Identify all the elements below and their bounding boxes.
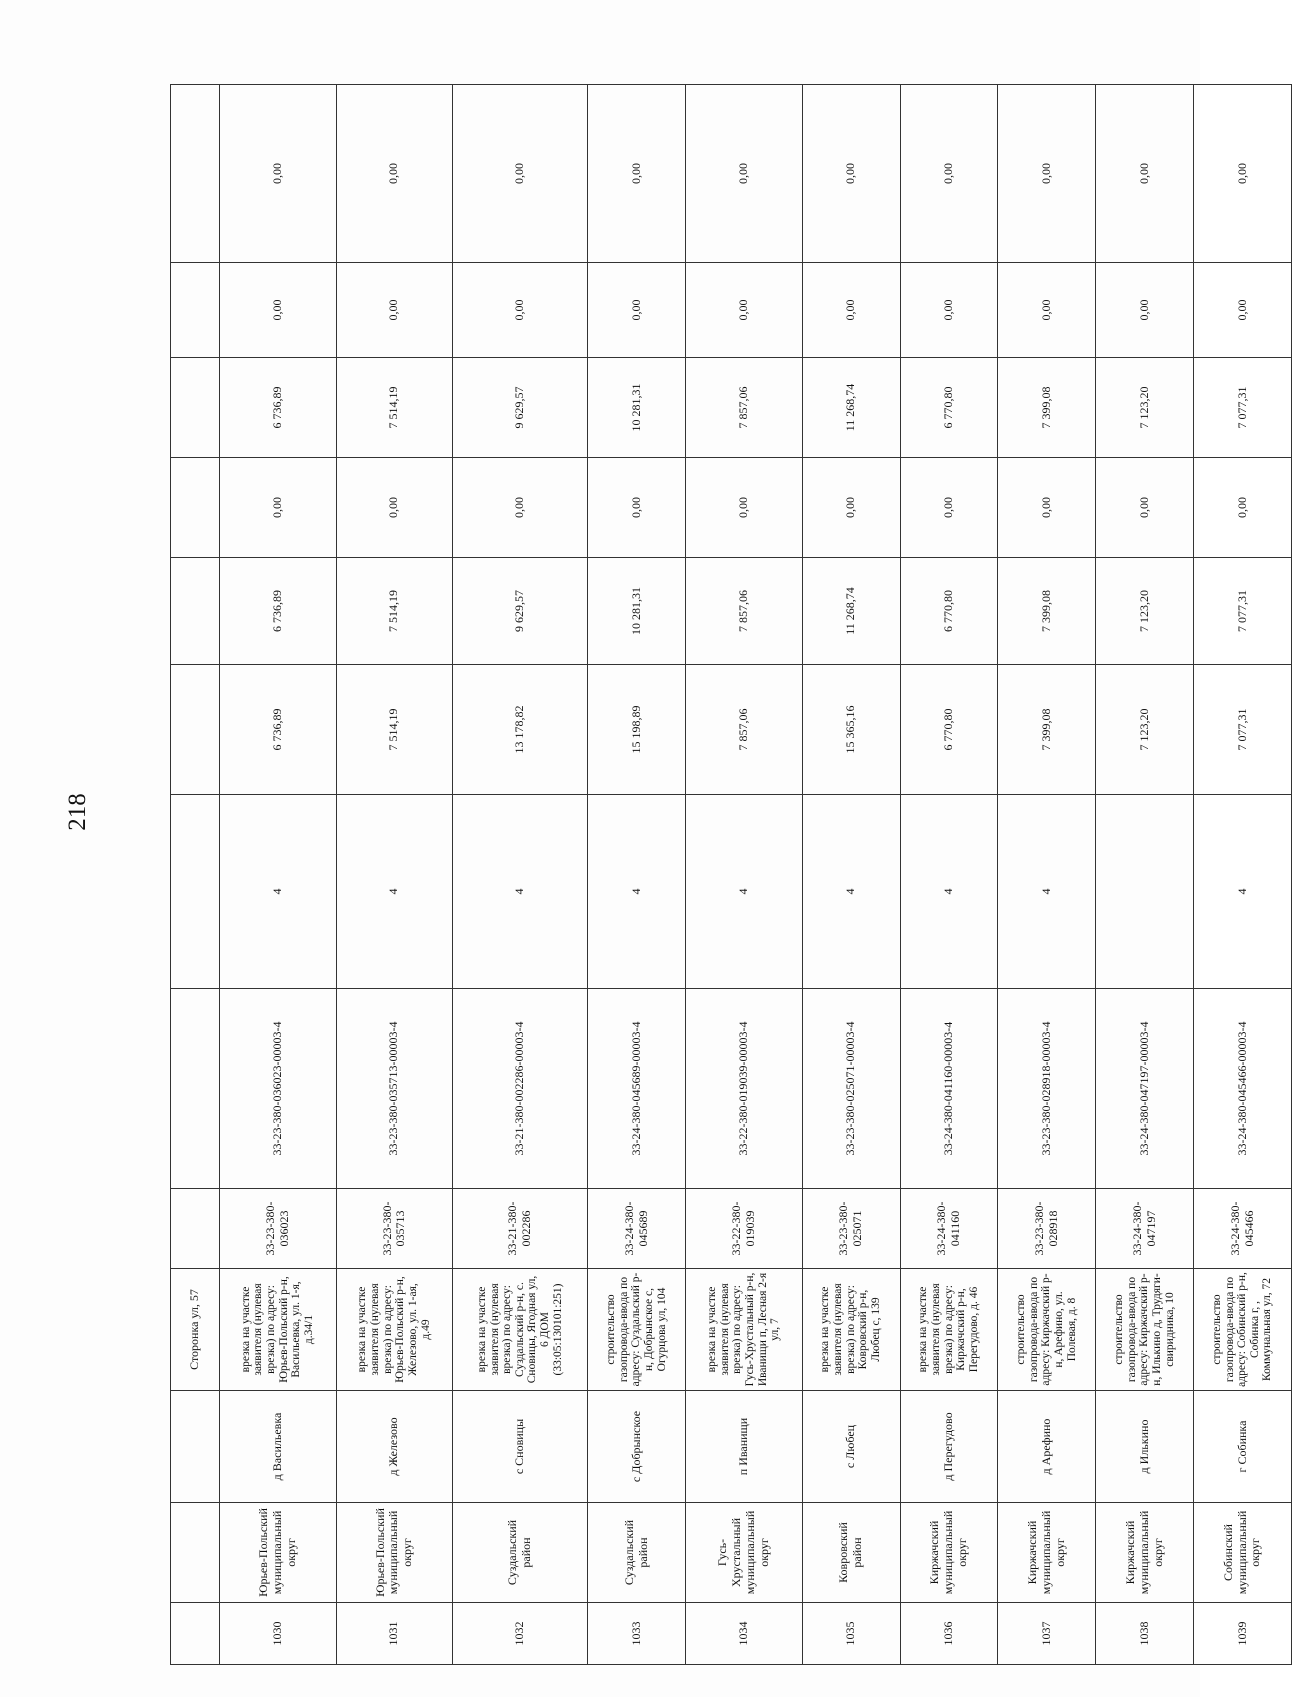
cell-value-5: 0,00 <box>588 263 686 358</box>
prev-cell-address: Сторонка ул, 57 <box>171 1269 220 1391</box>
cell-value-1: 15 198,89 <box>588 665 686 795</box>
prev-cell-v5 <box>171 263 220 358</box>
cell-value-5: 0,00 <box>1194 263 1292 358</box>
cell-application-no: 33-21-380-002286 <box>453 1189 588 1269</box>
prev-cell-settlement <box>171 1391 220 1503</box>
cell-settlement: д Арефино <box>998 1391 1096 1503</box>
cell-category: 4 <box>336 795 453 989</box>
cell-contract-no: 33-23-380-035713-00003-4 <box>336 989 453 1189</box>
cell-district: Юрьев-Польский муниципальный округ <box>220 1503 337 1603</box>
cell-value-6: 0,00 <box>998 85 1096 263</box>
table-row <box>220 85 337 1665</box>
cell-settlement: д Васильевка <box>220 1391 337 1503</box>
cell-category <box>1096 795 1194 989</box>
cell-value-6: 0,00 <box>220 85 337 263</box>
cell-application-no: 33-24-380-047197 <box>1096 1189 1194 1269</box>
cell-value-4: 7 123,20 <box>1096 358 1194 458</box>
cell-application-no: 33-23-380-025071 <box>802 1189 900 1269</box>
cell-application-no: 33-23-380-028918 <box>998 1189 1096 1269</box>
cell-address: врезка на участке заявителя (нулевая врезка) по адресу: Ковровский р-н, Любец с, 139 <box>802 1269 900 1391</box>
cell-settlement: д Перегудово <box>900 1391 998 1503</box>
cell-no: 1038 <box>1096 1603 1194 1665</box>
cell-address: врезка на участке заявителя (нулевая врезка) по адресу: Юрьев-Польский р-н, Железово, ул. 1-ая, д.49 <box>336 1269 453 1391</box>
cell-value-3: 0,00 <box>686 458 803 558</box>
cell-value-1: 6 770,80 <box>900 665 998 795</box>
cell-no: 1035 <box>802 1603 900 1665</box>
table-row <box>686 85 803 1665</box>
cell-value-2: 7 123,20 <box>1096 558 1194 665</box>
cell-address: строительство газопровода-ввода по адресу: Киржачский р-н, Арефино, ул. Полевая, д. 8 <box>998 1269 1096 1391</box>
cell-contract-no: 33-22-380-019039-00003-4 <box>686 989 803 1189</box>
cell-category: 4 <box>453 795 588 989</box>
cell-no: 1039 <box>1194 1603 1292 1665</box>
cell-value-5: 0,00 <box>1096 263 1194 358</box>
cell-contract-no: 33-23-380-025071-00003-4 <box>802 989 900 1189</box>
cell-value-2: 6 736,89 <box>220 558 337 665</box>
cell-address: строительство газопровода-ввода по адресу: Киржачский р-н, Илькино д, Трудяги-свиридника, 10 <box>1096 1269 1194 1391</box>
cell-value-1: 7 077,31 <box>1194 665 1292 795</box>
prev-cell-district <box>171 1503 220 1603</box>
cell-value-5: 0,00 <box>686 263 803 358</box>
prev-cell-v6 <box>171 85 220 263</box>
cell-value-4: 7 077,31 <box>1194 358 1292 458</box>
cell-value-2: 7 514,19 <box>336 558 453 665</box>
registry-table <box>170 84 1292 1665</box>
cell-address: врезка на участке заявителя (нулевая врезка) по адресу: Суздальский р-н, с. Сновицы, Ягодная ул, 6 ДОМ (33:05:130101:251) <box>453 1269 588 1391</box>
cell-value-3: 0,00 <box>588 458 686 558</box>
cell-contract-no: 33-24-380-047197-00003-4 <box>1096 989 1194 1189</box>
rotated-table-wrapper <box>170 85 1292 1665</box>
cell-district: Юрьев-Польский муниципальный округ <box>336 1503 453 1603</box>
cell-settlement: д Железово <box>336 1391 453 1503</box>
cell-value-2: 7 399,08 <box>998 558 1096 665</box>
cell-category: 4 <box>900 795 998 989</box>
page-number: 218 <box>64 793 91 831</box>
cell-district: Киржачский муниципальный округ <box>998 1503 1096 1603</box>
cell-value-3: 0,00 <box>453 458 588 558</box>
prev-cell-v1 <box>171 665 220 795</box>
cell-category: 4 <box>686 795 803 989</box>
cell-address: врезка на участке заявителя (нулевая врезка) по адресу: Юрьев-Польский р-н, Васильевка, ул. 1-я, д.34/1 <box>220 1269 337 1391</box>
cell-address: строительство газопровода-ввода по адресу: Собинский р-н, Собинка г, , Коммунальная ул, 72 <box>1194 1269 1292 1391</box>
cell-value-5: 0,00 <box>998 263 1096 358</box>
cell-value-6: 0,00 <box>336 85 453 263</box>
cell-application-no: 33-24-380-041160 <box>900 1189 998 1269</box>
cell-district: Киржачский муниципальный округ <box>1096 1503 1194 1603</box>
prev-cell-category <box>171 795 220 989</box>
cell-category: 4 <box>220 795 337 989</box>
cell-settlement: с Любец <box>802 1391 900 1503</box>
cell-value-5: 0,00 <box>336 263 453 358</box>
cell-no: 1031 <box>336 1603 453 1665</box>
cell-value-1: 7 123,20 <box>1096 665 1194 795</box>
cell-value-6: 0,00 <box>453 85 588 263</box>
cell-value-6: 0,00 <box>1096 85 1194 263</box>
cell-value-5: 0,00 <box>220 263 337 358</box>
table-row <box>588 85 686 1665</box>
cell-value-2: 7 857,06 <box>686 558 803 665</box>
cell-value-3: 0,00 <box>1096 458 1194 558</box>
cell-value-1: 7 857,06 <box>686 665 803 795</box>
cell-value-6: 0,00 <box>588 85 686 263</box>
cell-value-2: 7 077,31 <box>1194 558 1292 665</box>
cell-value-3: 0,00 <box>1194 458 1292 558</box>
cell-value-4: 10 281,31 <box>588 358 686 458</box>
cell-value-5: 0,00 <box>802 263 900 358</box>
cell-value-4: 7 399,08 <box>998 358 1096 458</box>
cell-value-2: 6 770,80 <box>900 558 998 665</box>
cell-district: Киржачский муниципальный округ <box>900 1503 998 1603</box>
cell-contract-no: 33-24-380-041160-00003-4 <box>900 989 998 1189</box>
cell-address: строительство газопровода-ввода по адресу: Суздальский р-н, Добрынское с, Огурцова ул, 104 <box>588 1269 686 1391</box>
table-row <box>802 85 900 1665</box>
cell-no: 1037 <box>998 1603 1096 1665</box>
cell-no: 1033 <box>588 1603 686 1665</box>
cell-contract-no: 33-23-380-028918-00003-4 <box>998 989 1096 1189</box>
cell-district: Собинский муниципальный округ <box>1194 1503 1292 1603</box>
cell-address: врезка на участке заявителя (нулевая врезка) по адресу: Гусь-Хрустальный р-н, Иванищи п, Лесная 2-я ул, 7 <box>686 1269 803 1391</box>
prev-cell-v4 <box>171 358 220 458</box>
table-row <box>998 85 1096 1665</box>
prev-cell-app-no <box>171 1189 220 1269</box>
cell-contract-no: 33-21-380-002286-00003-4 <box>453 989 588 1189</box>
cell-district: Гусь-Хрустальный муниципальный округ <box>686 1503 803 1603</box>
cell-value-6: 0,00 <box>802 85 900 263</box>
cell-application-no: 33-23-380-036023 <box>220 1189 337 1269</box>
cell-value-5: 0,00 <box>453 263 588 358</box>
cell-no: 1030 <box>220 1603 337 1665</box>
cell-value-4: 11 268,74 <box>802 358 900 458</box>
cell-value-2: 10 281,31 <box>588 558 686 665</box>
cell-no: 1036 <box>900 1603 998 1665</box>
cell-value-4: 6 770,80 <box>900 358 998 458</box>
cell-settlement: с Сновицы <box>453 1391 588 1503</box>
cell-value-4: 9 629,57 <box>453 358 588 458</box>
cell-district: Суздальский район <box>588 1503 686 1603</box>
cell-value-3: 0,00 <box>998 458 1096 558</box>
cell-application-no: 33-23-380-035713 <box>336 1189 453 1269</box>
cell-category: 4 <box>588 795 686 989</box>
cell-contract-no: 33-23-380-036023-00003-4 <box>220 989 337 1189</box>
cell-district: Суздальский район <box>453 1503 588 1603</box>
cell-value-4: 7 857,06 <box>686 358 803 458</box>
prev-cell-contract-no <box>171 989 220 1189</box>
cell-value-6: 0,00 <box>900 85 998 263</box>
cell-application-no: 33-24-380-045689 <box>588 1189 686 1269</box>
cell-value-1: 6 736,89 <box>220 665 337 795</box>
table-row <box>336 85 453 1665</box>
table-row <box>900 85 998 1665</box>
prev-cell-no <box>171 1603 220 1665</box>
cell-contract-no: 33-24-380-045466-00003-4 <box>1194 989 1292 1189</box>
table-row <box>1194 85 1292 1665</box>
cell-district: Ковровский район <box>802 1503 900 1603</box>
cell-value-4: 6 736,89 <box>220 358 337 458</box>
previous-row-continuation <box>171 85 220 1665</box>
cell-value-3: 0,00 <box>802 458 900 558</box>
cell-category: 4 <box>998 795 1096 989</box>
cell-value-3: 0,00 <box>336 458 453 558</box>
cell-value-1: 15 365,16 <box>802 665 900 795</box>
cell-settlement: с Добрынское <box>588 1391 686 1503</box>
cell-value-2: 11 268,74 <box>802 558 900 665</box>
cell-address: врезка на участке заявителя (нулевая врезка) по адресу: Киржачский р-н, Перегудово, д. 46 <box>900 1269 998 1391</box>
cell-value-6: 0,00 <box>1194 85 1292 263</box>
cell-value-3: 0,00 <box>900 458 998 558</box>
cell-value-1: 7 514,19 <box>336 665 453 795</box>
cell-value-6: 0,00 <box>686 85 803 263</box>
cell-value-5: 0,00 <box>900 263 998 358</box>
cell-settlement: г Собинка <box>1194 1391 1292 1503</box>
cell-no: 1034 <box>686 1603 803 1665</box>
cell-value-3: 0,00 <box>220 458 337 558</box>
cell-application-no: 33-24-380-045466 <box>1194 1189 1292 1269</box>
table-row <box>453 85 588 1665</box>
prev-cell-v2 <box>171 558 220 665</box>
cell-category: 4 <box>802 795 900 989</box>
cell-value-2: 9 629,57 <box>453 558 588 665</box>
table-row <box>1096 85 1194 1665</box>
cell-application-no: 33-22-380-019039 <box>686 1189 803 1269</box>
cell-value-1: 7 399,08 <box>998 665 1096 795</box>
cell-settlement: п Иванищи <box>686 1391 803 1503</box>
cell-settlement: д Илькино <box>1096 1391 1194 1503</box>
prev-cell-v3 <box>171 458 220 558</box>
cell-contract-no: 33-24-380-045689-00003-4 <box>588 989 686 1189</box>
cell-no: 1032 <box>453 1603 588 1665</box>
cell-category: 4 <box>1194 795 1292 989</box>
cell-value-1: 13 178,82 <box>453 665 588 795</box>
cell-value-4: 7 514,19 <box>336 358 453 458</box>
